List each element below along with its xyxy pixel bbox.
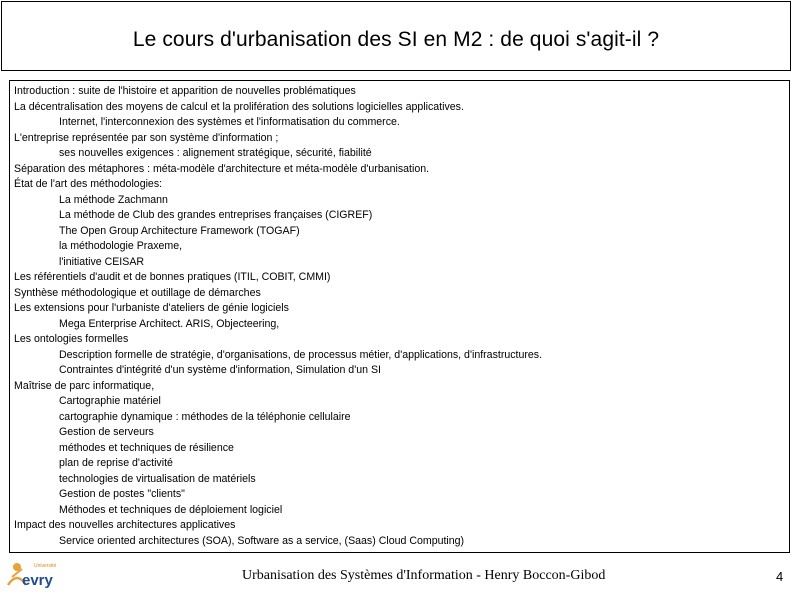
page-number: 4 xyxy=(776,569,784,584)
sub-item: ses nouvelles exigences : alignement stratégique, sécurité, fiabilité xyxy=(59,147,372,159)
sub-item: la méthodologie Praxeme, xyxy=(59,240,183,252)
logo-text: evry xyxy=(22,572,53,589)
sub-item: Cartographie matériel xyxy=(59,395,161,407)
content-box xyxy=(9,80,790,553)
sub-item: The Open Group Architecture Framework (TOGAF) xyxy=(59,224,300,237)
sub-item: La méthode Zachmann xyxy=(59,193,168,206)
sub-item: l'initiative CEISAR xyxy=(59,255,145,268)
outline-item: Synthèse méthodologique et outillage de démarches xyxy=(14,286,261,299)
sub-item: Service oriented architectures (SOA), Software as a service, (Saas) Cloud Computing) xyxy=(59,534,465,547)
sub-item: méthodes et techniques de résilience xyxy=(59,441,234,454)
sub-item: Méthodes et techniques de déploiement logiciel xyxy=(59,503,283,516)
outline-item: Séparation des métaphores : méta-modèle d'architecture et méta-modèle d'urbanisation. xyxy=(14,162,430,175)
sub-item: technologies de virtualisation de matériels xyxy=(59,472,256,485)
sub-item: Internet, l'interconnexion des systèmes et l'informatisation du commerce. xyxy=(59,116,400,128)
sub-item: Description formelle de stratégie, d'organisations, de processus métier, d'applications, d'infrastructures. xyxy=(59,348,543,361)
slide-title: Le cours d'urbanisation des SI en M2 : de quoi s'agit-il ? xyxy=(132,28,660,51)
sub-item: plan de reprise d'activité xyxy=(59,457,173,469)
outline-item: La décentralisation des moyens de calcul et la prolifération des solutions logicielles applicatives. xyxy=(14,100,464,113)
footer-text: Urbanisation des Systèmes d'Information - Henry Boccon-Gibod xyxy=(242,568,606,583)
outline-item: Les extensions pour l'urbaniste d'ateliers de génie logiciels xyxy=(14,302,289,314)
sub-item: La méthode de Club des grandes entreprises françaises (CIGREF) xyxy=(59,209,373,221)
outline-list xyxy=(14,84,542,549)
outline-item: Impact des nouvelles architectures applicatives xyxy=(14,519,236,531)
outline-item: L'entreprise représentée par son système d'information ; xyxy=(14,131,279,144)
outline-item: Les référentiels d'audit et de bonnes pratiques (ITIL, COBIT, CMMI) xyxy=(14,271,331,283)
outline-item: Les ontologies formelles xyxy=(14,333,129,345)
title-box xyxy=(1,1,791,71)
sub-item: Gestion de postes "clients" xyxy=(59,488,185,500)
university-evry-logo-icon xyxy=(4,555,68,593)
sub-item: Mega Enterprise Architect. ARIS, Objecteering, xyxy=(59,317,280,330)
sub-item: Contraintes d'intégrité d'un système d'information, Simulation d'un SI xyxy=(59,364,381,376)
logo-small-text: Université xyxy=(34,563,57,569)
outline-item: Introduction : suite de l'histoire et apparition de nouvelles problématiques xyxy=(14,85,356,97)
sub-item: cartographie dynamique : méthodes de la téléphonie cellulaire xyxy=(59,410,351,423)
sub-item: Gestion de serveurs xyxy=(59,426,154,438)
outline-item: État de l'art des méthodologies: xyxy=(14,178,163,190)
outline-item: Maîtrise de parc informatique, xyxy=(14,379,155,392)
